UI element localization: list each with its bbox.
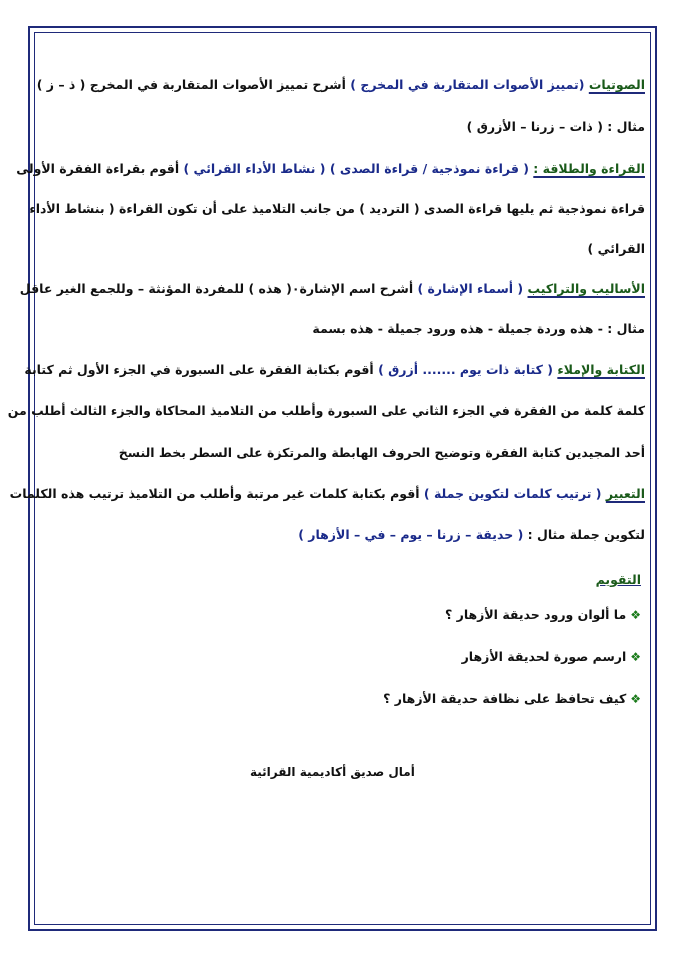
diamond-bullet-icon: ❖ xyxy=(630,692,641,706)
writing-description: كلمة كلمة من الفقرة في الجزء الثاني على السبورة وأطلب من التلاميذ المحاكاة والجزء الثالث أطلب من xyxy=(7,403,645,418)
reading-topic: ( قراءة نموذجية / قراءة الصدى ) ( نشاط الأداء القرائي ) xyxy=(183,161,529,176)
evaluation-item-text: ما ألوان ورود حديقة الأزهار ؟ xyxy=(445,607,627,622)
expression-example xyxy=(40,526,645,546)
expression-topic: ( ترتيب كلمات لتكوين جملة ) xyxy=(423,486,602,501)
grammar-topic: ( أسماء الإشارة ) xyxy=(417,281,524,296)
writing-text: أقوم بكتابة الفقرة على السبورة في الجزء الأول ثم كتابة xyxy=(24,362,374,377)
expression-text: أقوم بكتابة كلمات غير مرتبة وأطلب من التلاميذ ترتيب هذه الكلمات xyxy=(9,486,420,501)
grammar-line xyxy=(19,280,645,300)
reading-text: أقوم بقراءة الفقرة الأولى xyxy=(16,161,180,176)
evaluation-item xyxy=(462,648,641,666)
diamond-bullet-icon: ❖ xyxy=(630,608,641,622)
writing-line xyxy=(24,361,645,381)
expression-example-words: ( حديقة – زرنا – يوم – في – الأزهار ) xyxy=(298,527,524,542)
diamond-bullet-icon: ❖ xyxy=(630,650,641,664)
grammar-example: مثال : - هذه وردة جميلة - هذه ورود جميلة - هذه بسمة xyxy=(312,321,645,336)
phonetics-line xyxy=(36,76,645,96)
reading-description: قراءة نموذجية ثم يليها قراءة الصدى ( الترديد ) من جانب التلاميذ على أن تكون القراءة ( بنشاط الأداء xyxy=(29,201,645,216)
writing-description-end: أحد المجيدين كتابة الفقرة وتوضيح الحروف الهابطة والمرتكزة على السطر بخط النسخ xyxy=(118,445,645,460)
phonetics-example: مثال : ( ذات – زرنا – الأزرق ) xyxy=(466,119,645,134)
evaluation-item xyxy=(445,606,641,624)
author-signature: أمال صديق أكاديمية القرائية xyxy=(250,765,415,779)
writing-heading: الكتابة والإملاء xyxy=(557,362,645,377)
reading-line xyxy=(16,160,645,180)
grammar-text: أشرح اسم الإشارة٠( هذه ) للمفردة المؤنثة – وللجمع الغير عاقل xyxy=(19,281,414,296)
phonetics-text: أشرح تمييز الأصوات المتقاربة في المخرج ( ذ – ز ) xyxy=(36,77,346,92)
expression-line xyxy=(9,485,645,505)
evaluation-item xyxy=(383,690,641,708)
writing-topic: ( كتابة ذات يوم ....... أزرق ) xyxy=(378,362,553,377)
expression-heading: التعبير xyxy=(605,486,645,501)
evaluation-item-text: ارسم صورة لحديقة الأزهار xyxy=(461,649,627,664)
reading-heading: القراءة والطلاقة : xyxy=(533,161,645,176)
expression-example-lead: لتكوين جملة مثال : xyxy=(523,527,645,542)
reading-description-end: القرائي ) xyxy=(587,241,645,256)
evaluation-heading: التقويم xyxy=(595,572,641,587)
grammar-heading: الأساليب والتراكيب xyxy=(527,281,645,296)
evaluation-item-text: كيف تحافظ على نظافة حديقة الأزهار ؟ xyxy=(383,691,627,706)
phonetics-heading: الصوتيات xyxy=(588,77,645,92)
phonetics-topic: (تمييز الأصوات المتقاربة في المخرج ) xyxy=(350,77,585,92)
